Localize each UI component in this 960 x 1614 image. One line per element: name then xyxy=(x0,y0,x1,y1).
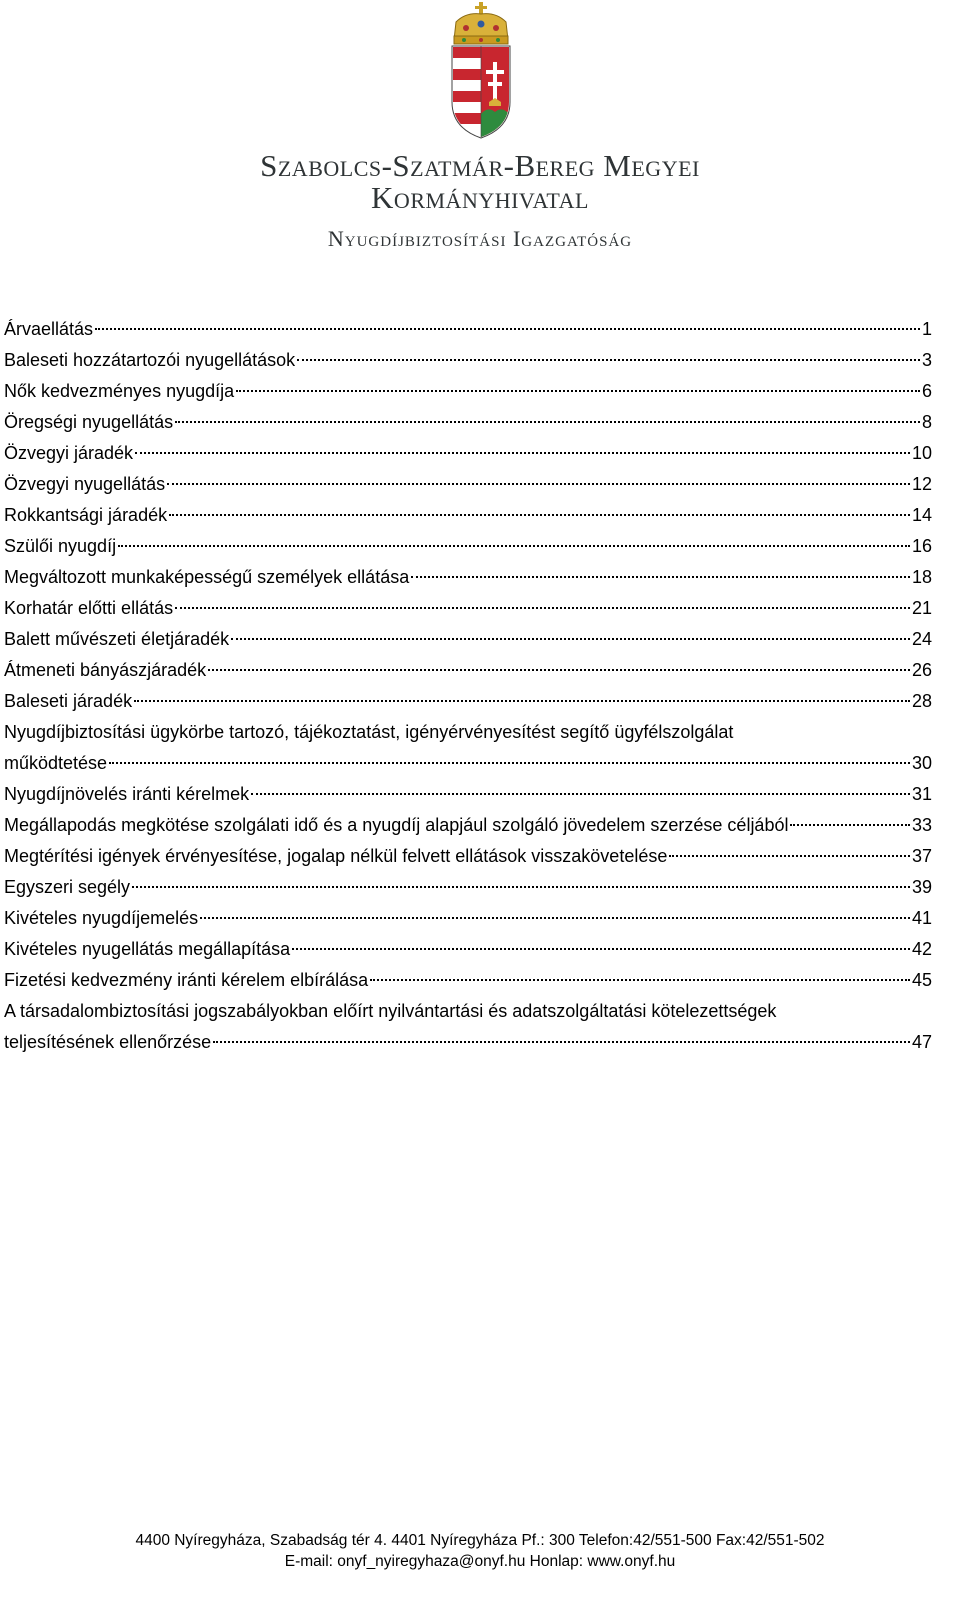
document-footer xyxy=(0,1530,960,1572)
toc-entry[interactable] xyxy=(4,593,932,624)
toc-entry-title: Megtérítési igények érvényesítése, jogalap nélkül felvett ellátások visszakövetelése xyxy=(4,846,668,866)
toc-entry-page: 6 xyxy=(921,381,932,401)
toc-entry-title: Megváltozott munkaképességű személyek ellátása xyxy=(4,567,410,587)
toc-entry[interactable] xyxy=(4,810,932,841)
dot-leader xyxy=(109,762,910,764)
toc-entry-title: Baleseti hozzátartozói nyugellátások xyxy=(4,350,296,370)
dot-leader xyxy=(213,1041,910,1043)
toc-entry[interactable] xyxy=(4,314,932,345)
department-name: Nyugdíjbiztosítási Igazgatóság xyxy=(327,226,633,251)
organization-name-line2: Kormányhivatal xyxy=(371,180,589,215)
toc-entry-page: 42 xyxy=(911,939,932,959)
toc-entry-page: 37 xyxy=(911,846,932,866)
toc-entry-page: 33 xyxy=(911,815,932,835)
toc-entry-page: 10 xyxy=(911,443,932,463)
toc-entry-page: 12 xyxy=(911,474,932,494)
dot-leader xyxy=(370,979,910,981)
footer-address: 4400 Nyíregyháza, Szabadság tér 4. 4401 Nyíregyháza Pf.: 300 Telefon:42/551-500 Fax:42/551-502 xyxy=(135,1532,825,1549)
toc-entry-title-line1: Nyugdíjbiztosítási ügykörbe tartozó, tájékoztatást, igényérvényesítést segítő ügyfélszolgálat xyxy=(4,722,734,742)
organization-name-line1: Szabolcs-Szatmár-Bereg Megyei xyxy=(260,148,700,183)
footer-contact: E-mail: onyf_nyiregyhaza@onyf.hu Honlap: www.onyf.hu xyxy=(284,1553,676,1570)
toc-entry-title-line2: teljesítésének ellenőrzése xyxy=(4,1032,212,1052)
dot-leader xyxy=(208,669,910,671)
toc-entry[interactable] xyxy=(4,624,932,655)
toc-entry-title: Fizetési kedvezmény iránti kérelem elbírálása xyxy=(4,970,369,990)
dot-leader xyxy=(790,824,910,826)
dot-leader xyxy=(292,948,910,950)
toc-entry-title: Korhatár előtti ellátás xyxy=(4,598,174,618)
toc-entry[interactable] xyxy=(4,965,932,996)
toc-entry[interactable] xyxy=(4,655,932,686)
toc-entry-title-line2: működtetése xyxy=(4,753,108,773)
toc-entry-title: Özvegyi járadék xyxy=(4,443,134,463)
toc-entry[interactable] xyxy=(4,903,932,934)
dot-leader xyxy=(175,421,920,423)
toc-entry-page: 1 xyxy=(921,319,932,339)
toc-entry[interactable] xyxy=(4,717,932,779)
dot-leader xyxy=(411,576,910,578)
toc-entry-page: 39 xyxy=(911,877,932,897)
dot-leader xyxy=(297,359,920,361)
toc-entry[interactable] xyxy=(4,686,932,717)
toc-entry[interactable] xyxy=(4,531,932,562)
toc-entry[interactable] xyxy=(4,438,932,469)
toc-entry-page: 26 xyxy=(911,660,932,680)
toc-entry-page: 21 xyxy=(911,598,932,618)
toc-entry-page: 8 xyxy=(921,412,932,432)
dot-leader xyxy=(118,545,910,547)
toc-entry-title-line1: A társadalombiztosítási jogszabályokban előírt nyilvántartási és adatszolgáltatási kötelezettségek xyxy=(4,1001,777,1021)
toc-entry-title: Megállapodás megkötése szolgálati idő és a nyugdíj alapjául szolgáló jövedelem szerzése céljából xyxy=(4,815,789,835)
toc-entry-page: 18 xyxy=(911,567,932,587)
toc-entry[interactable] xyxy=(4,407,932,438)
toc-entry-title: Árvaellátás xyxy=(4,319,94,339)
toc-entry-title: Balett művészeti életjáradék xyxy=(4,629,230,649)
toc-entry-title: Szülői nyugdíj xyxy=(4,536,117,556)
toc-entry-title: Öregségi nyugellátás xyxy=(4,412,174,432)
toc-entry[interactable] xyxy=(4,872,932,903)
toc-entry[interactable] xyxy=(4,500,932,531)
toc-entry[interactable] xyxy=(4,562,932,593)
toc-entry-page: 41 xyxy=(911,908,932,928)
toc-entry-page: 47 xyxy=(911,1032,932,1052)
toc-entry-page: 16 xyxy=(911,536,932,556)
toc-entry-title: Átmeneti bányászjáradék xyxy=(4,660,207,680)
dot-leader xyxy=(132,886,910,888)
toc-entry-title: Özvegyi nyugellátás xyxy=(4,474,166,494)
toc-entry-page: 24 xyxy=(911,629,932,649)
dot-leader xyxy=(134,700,910,702)
dot-leader xyxy=(167,483,910,485)
toc-entry[interactable] xyxy=(4,779,932,810)
toc-entry-title: Kivételes nyugdíjemelés xyxy=(4,908,199,928)
toc-entry-title: Rokkantsági járadék xyxy=(4,505,168,525)
dot-leader xyxy=(251,793,910,795)
dot-leader xyxy=(231,638,910,640)
dot-leader xyxy=(236,390,920,392)
toc-entry-page: 31 xyxy=(911,784,932,804)
toc-entry[interactable] xyxy=(4,934,932,965)
dot-leader xyxy=(135,452,910,454)
toc-entry-page: 28 xyxy=(911,691,932,711)
dot-leader xyxy=(169,514,910,516)
toc-entry-title: Nyugdíjnövelés iránti kérelmek xyxy=(4,784,250,804)
toc-entry[interactable] xyxy=(4,996,932,1058)
toc-entry-title: Egyszeri segély xyxy=(4,877,131,897)
toc-entry-page: 45 xyxy=(911,970,932,990)
toc-entry-page: 30 xyxy=(911,753,932,773)
toc-entry[interactable] xyxy=(4,345,932,376)
document-header xyxy=(0,0,960,260)
toc-entry-page: 3 xyxy=(921,350,932,370)
toc-entry[interactable] xyxy=(4,469,932,500)
dot-leader xyxy=(95,328,920,330)
dot-leader xyxy=(175,607,910,609)
toc-entry-title: Nők kedvezményes nyugdíja xyxy=(4,381,235,401)
toc-entry-page: 14 xyxy=(911,505,932,525)
dot-leader xyxy=(669,855,910,857)
toc-entry[interactable] xyxy=(4,841,932,872)
toc-entry-title: Baleseti járadék xyxy=(4,691,133,711)
toc-entry-title: Kivételes nyugellátás megállapítása xyxy=(4,939,291,959)
table-of-contents xyxy=(4,314,932,1058)
toc-entry[interactable] xyxy=(4,376,932,407)
dot-leader xyxy=(200,917,910,919)
hungarian-coat-of-arms-icon xyxy=(446,2,516,142)
